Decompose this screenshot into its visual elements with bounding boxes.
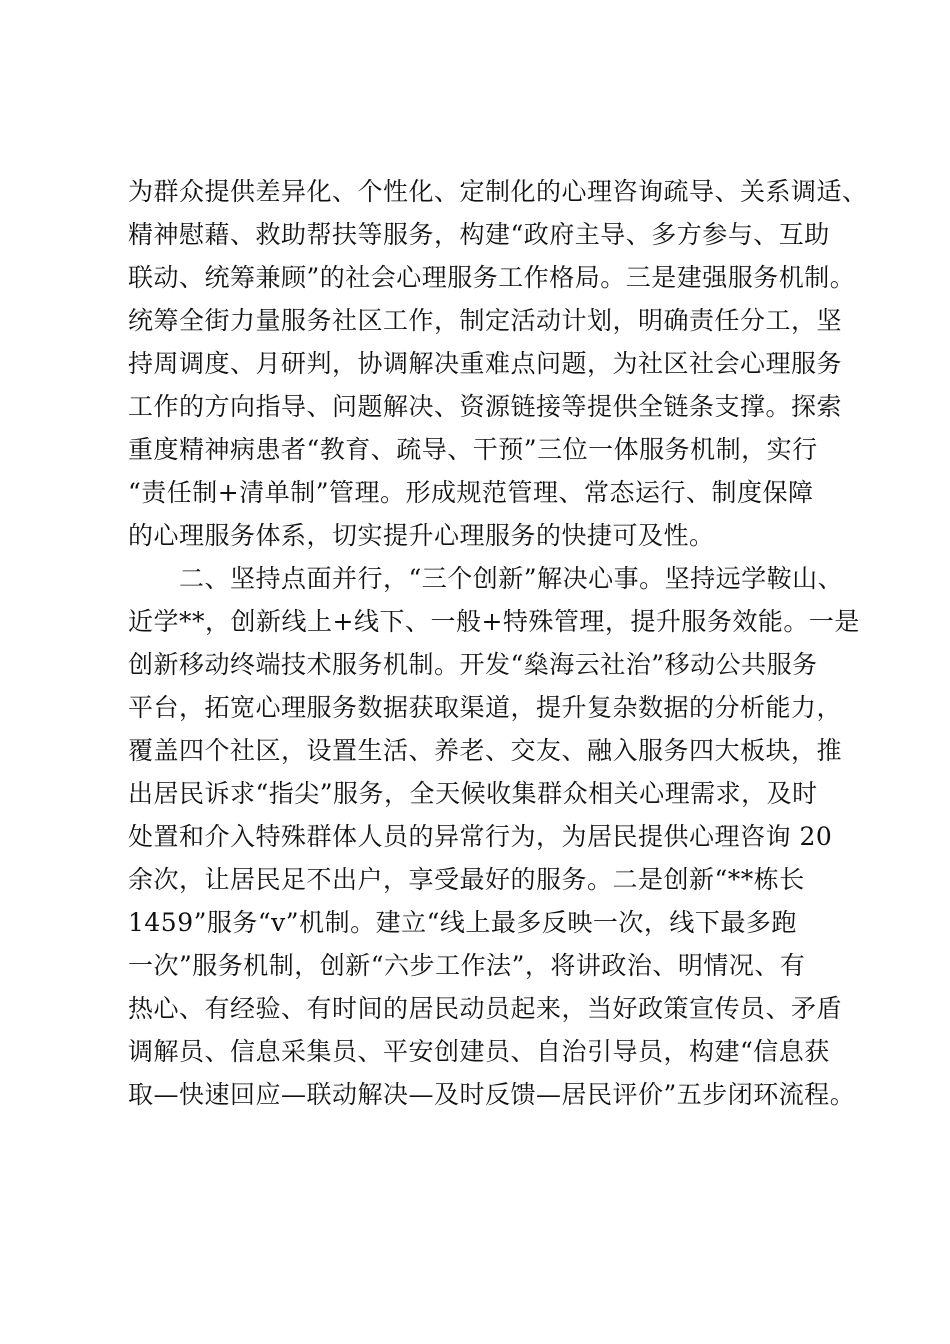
text-line: 二、坚持点面并行，“三个创新”解决心事。坚持远学鞍山、 <box>128 564 844 593</box>
text-line: 1459”服务“v”机制。建立“线上最多反映一次，线下最多跑 <box>128 908 797 937</box>
text-line: 近学**，创新线上+线下、一般+特殊管理，提升服务效能。一是 <box>128 607 860 636</box>
text-line: 的心理服务体系，切实提升心理服务的快捷可及性。 <box>128 521 715 550</box>
text-line: 创新移动终端技术服务机制。开发“燊海云社治”移动公共服务 <box>128 650 818 679</box>
text-line: 统筹全街力量服务社区工作，制定活动计划，明确责任分工，坚 <box>128 306 843 335</box>
text-line: “责任制+清单制”管理。形成规范管理、常态运行、制度保障 <box>128 478 814 507</box>
text-line: 持周调度、月研判，协调解决重难点问题，为社区社会心理服务 <box>128 349 843 378</box>
text-line: 一次”服务机制，创新“六步工作法”，将讲政治、明情况、有 <box>128 951 806 980</box>
text-line: 重度精神病患者“教育、疏导、干预”三位一体服务机制，实行 <box>128 435 818 464</box>
text-line: 平台，拓宽心理服务数据获取渠道，提升复杂数据的分析能力， <box>128 693 843 722</box>
text-line: 处置和介入特殊群体人员的异常行为，为居民提供心理咨询 20 <box>128 822 833 851</box>
text-line: 余次，让居民足不出户，享受最好的服务。二是创新“**栋长 <box>128 865 805 894</box>
text-line: 精神慰藉、救助帮扶等服务，构建“政府主导、多方参与、互助 <box>128 220 830 249</box>
text-line: 联动、统筹兼顾”的社会心理服务工作格局。三是建强服务机制。 <box>128 263 856 292</box>
text-line: 热心、有经验、有时间的居民动员起来，当好政策宣传员、矛盾 <box>128 994 843 1023</box>
text-line: 出居民诉求“指尖”服务，全天候收集群众相关心理需求，及时 <box>128 779 818 808</box>
text-line: 为群众提供差异化、个性化、定制化的心理咨询疏导、关系调适、 <box>128 177 868 206</box>
text-line: 工作的方向指导、问题解决、资源链接等提供全链条支撑。探索 <box>128 392 843 421</box>
text-line: 调解员、信息采集员、平安创建员、自治引导员，构建“信息获 <box>128 1037 830 1066</box>
body-text <box>128 170 868 1116</box>
text-line: 取—快速回应—联动解决—及时反馈—居民评价”五步闭环流程。 <box>128 1080 856 1109</box>
text-line: 覆盖四个社区，设置生活、养老、交友、融入服务四大板块，推 <box>128 736 843 765</box>
